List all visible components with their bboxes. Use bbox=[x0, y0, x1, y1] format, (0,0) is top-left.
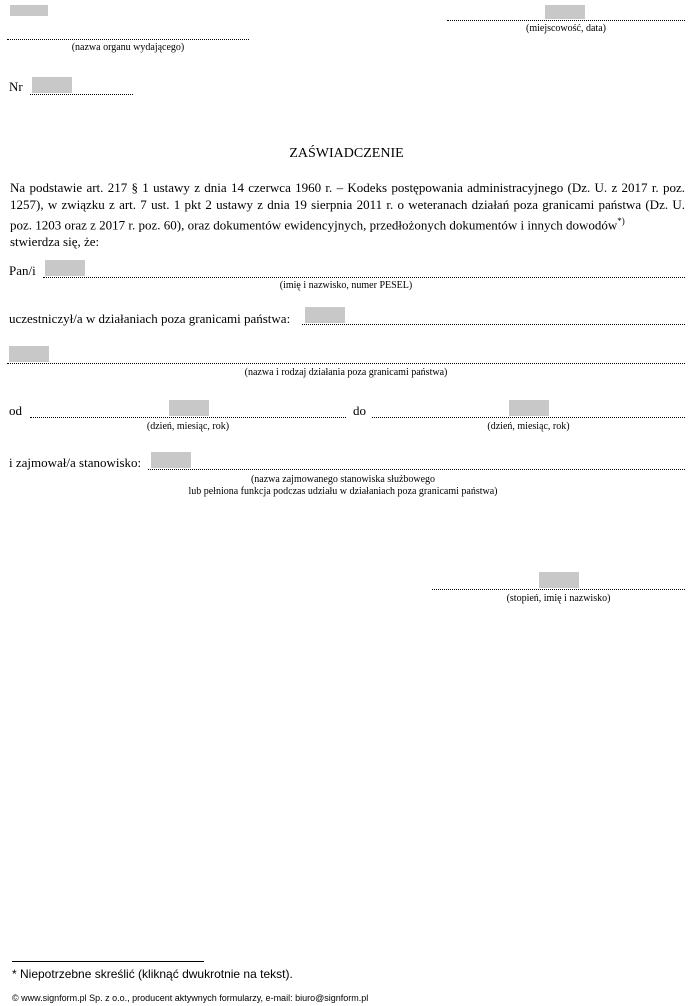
position-field[interactable] bbox=[151, 452, 191, 468]
participation-inline-line bbox=[302, 324, 685, 325]
nr-label: Nr bbox=[9, 79, 23, 94]
issuer-name-line bbox=[7, 39, 249, 40]
issuer-name-caption: (nazwa organu wydającego) bbox=[71, 42, 185, 53]
participation-name-line bbox=[7, 363, 685, 364]
footnote-separator bbox=[12, 961, 204, 962]
from-label: od bbox=[9, 403, 22, 418]
person-label: Pan/i bbox=[9, 263, 36, 278]
footnote-mark[interactable]: *) bbox=[617, 216, 625, 226]
person-caption: (imię i nazwisko, numer PESEL) bbox=[279, 280, 413, 291]
legal-basis-paragraph bbox=[10, 180, 685, 250]
to-label: do bbox=[353, 403, 366, 418]
position-line bbox=[148, 469, 685, 470]
signature-line bbox=[432, 589, 685, 590]
nr-line bbox=[30, 94, 133, 95]
place-date-field[interactable] bbox=[545, 5, 585, 19]
legal-basis-end: stwierdza się, że: bbox=[10, 233, 100, 249]
participation-caption: (nazwa i rodzaj działania poza granicami państwa) bbox=[244, 367, 448, 378]
footer-copyright: © www.signform.pl Sp. z o.o., producent aktywnych formularzy, e-mail: biuro@signform.pl bbox=[12, 993, 369, 1003]
person-field[interactable] bbox=[45, 260, 85, 276]
nr-field[interactable] bbox=[32, 77, 72, 93]
signature-caption: (stopień, imię i nazwisko) bbox=[506, 593, 611, 604]
from-date-field[interactable] bbox=[169, 400, 209, 416]
to-date-line bbox=[372, 417, 685, 418]
participation-label: uczestniczył/a w działaniach poza granicami państwa: bbox=[9, 311, 291, 326]
place-date-line bbox=[447, 20, 685, 21]
footnote-text[interactable]: * Niepotrzebne skreślić (kliknąć dwukrotnie na tekst). bbox=[12, 967, 293, 981]
legal-basis-text: Na podstawie art. 217 § 1 ustawy z dnia 14 czerwca 1960 r. – Kodeks postępowania administracyjnego (Dz. U. z 2017 r. poz. 1257), w związku z art. 7 ust. 1 pkt 2 ustawy z dnia 19 sierpnia 2011 r. o weteranach działań poza granicami państwa (Dz. U. poz. 1203 oraz z 2017 r. poz. 60), oraz dokumentów ewidencyjnych, przedłożonych dokumentów i innych dowodów bbox=[10, 180, 685, 233]
position-label: i zajmował/a stanowisko: bbox=[9, 455, 142, 470]
to-date-caption: (dzień, miesiąc, rok) bbox=[487, 421, 570, 432]
participation-name-field[interactable] bbox=[9, 346, 49, 362]
participation-inline-field[interactable] bbox=[305, 307, 345, 323]
person-line bbox=[43, 277, 685, 278]
signature-field[interactable] bbox=[539, 572, 579, 588]
document-title: ZAŚWIADCZENIE bbox=[289, 146, 404, 161]
issuer-name-field[interactable] bbox=[10, 5, 48, 16]
to-date-field[interactable] bbox=[509, 400, 549, 416]
from-date-line bbox=[30, 417, 346, 418]
position-caption-line1: (nazwa zajmowanego stanowiska służbowego bbox=[250, 474, 436, 485]
place-date-caption: (miejscowość, data) bbox=[526, 23, 606, 34]
position-caption-line2: lub pełniona funkcja podczas udziału w działaniach poza granicami państwa) bbox=[188, 486, 498, 497]
from-date-caption: (dzień, miesiąc, rok) bbox=[146, 421, 230, 432]
